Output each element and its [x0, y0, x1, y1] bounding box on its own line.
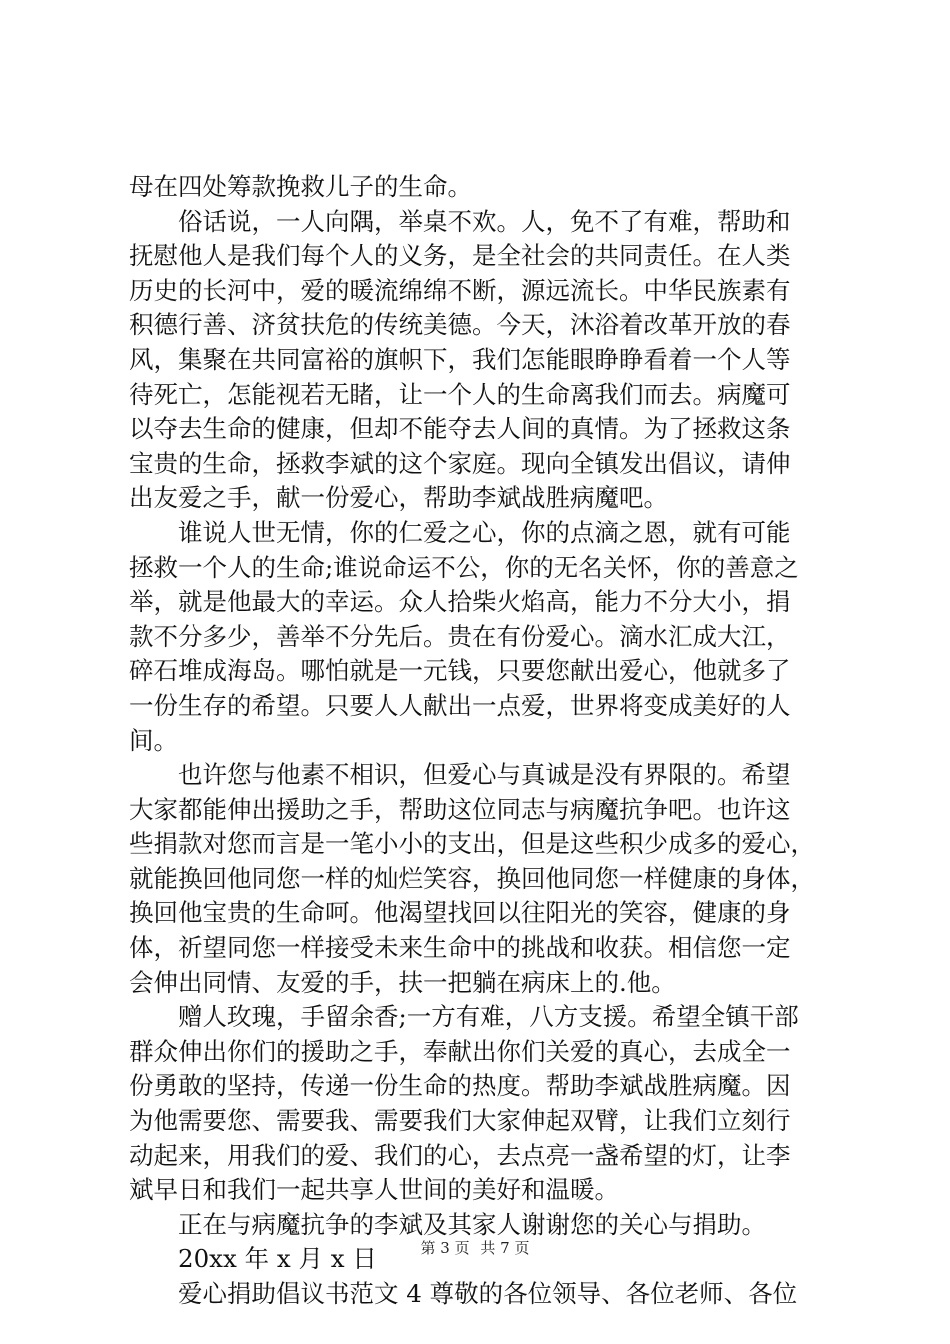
text-line: 风，集聚在共同富裕的旗帜下，我们怎能眼睁睁看着一个人等 [129, 344, 791, 374]
page-total: 共 7 页 [480, 1239, 530, 1257]
text-line: 间。 [129, 725, 178, 755]
text-line: 会伸出同情、友爱的手，扶一把躺在病床上的.他。 [129, 967, 676, 997]
text-line: 群众伸出你们的援助之手，奉献出你们关爱的真心，去成全一 [129, 1036, 791, 1066]
text-line: 就能换回他同您一样的灿烂笑容，换回他同您一样健康的身体， [129, 863, 815, 893]
page-number: 第 3 页 [420, 1239, 470, 1257]
text-line: 待死亡，怎能视若无睹，让一个人的生命离我们而去。病魔可 [129, 379, 791, 409]
document-body [129, 170, 829, 1312]
text-line: 抚慰他人是我们每个人的义务，是全社会的共同责任。在人类 [129, 241, 791, 271]
text-line: 些捐款对您而言是一笔小小的支出，但是这些积少成多的爱心， [129, 829, 815, 859]
text-line: 正在与病魔抗争的李斌及其家人谢谢您的关心与捐助。 [178, 1209, 766, 1239]
text-line: 斌早日和我们一起共享人世间的美好和温暖。 [129, 1175, 619, 1205]
text-line: 大家都能伸出援助之手，帮助这位同志与病魔抗争吧。也许这 [129, 794, 791, 824]
text-line: 碎石堆成海岛。哪怕就是一元钱，只要您献出爱心，他就多了 [129, 656, 791, 686]
text-line: 爱心捐助倡议书范文 4 尊敬的各位领导、各位老师、各位 [178, 1279, 798, 1308]
text-line: 积德行善、济贫扶危的传统美德。今天，沐浴着改革开放的春 [129, 310, 791, 340]
text-line: 赠人玫瑰，手留余香;一方有难，八方支援。希望全镇干部 [178, 1002, 799, 1032]
text-line: 母在四处筹款挽救儿子的生命。 [129, 172, 472, 201]
text-line: 份勇敢的坚持，传递一份生命的热度。帮助李斌战胜病魔。因 [129, 1071, 791, 1101]
text-line: 俗话说，一人向隅，举桌不欢。人，免不了有难，帮助和 [178, 206, 791, 236]
text-line: 出友爱之手，献一份爱心，帮助李斌战胜病魔吧。 [129, 483, 668, 513]
text-line: 动起来，用我们的爱、我们的心，去点亮一盏希望的灯，让李 [129, 1140, 791, 1170]
text-line: 历史的长河中，爱的暖流绵绵不断，源远流长。中华民族素有 [129, 275, 791, 305]
text-line: 拯救一个人的生命;谁说命运不公，你的无名关怀，你的善意之 [129, 552, 799, 582]
text-line: 以夺去生命的健康，但却不能夺去人间的真情。为了拯救这条 [129, 414, 791, 444]
text-line: 举，就是他最大的幸运。众人拾柴火焰高，能力不分大小，捐 [129, 587, 791, 617]
text-line: 款不分多少，善举不分先后。贵在有份爱心。滴水汇成大江， [129, 621, 791, 651]
text-line: 体，祈望同您一样接受未来生命中的挑战和收获。相信您一定 [129, 933, 791, 963]
text-line: 谁说人世无情，你的仁爱之心，你的点滴之恩，就有可能 [178, 517, 791, 547]
page-footer [0, 1238, 950, 1258]
text-line: 换回他宝贵的生命呵。他渴望找回以往阳光的笑容，健康的身 [129, 898, 791, 928]
text-line: 宝贵的生命，拯救李斌的这个家庭。现向全镇发出倡议，请伸 [129, 448, 791, 478]
text-line: 一份生存的希望。只要人人献出一点爱，世界将变成美好的人 [129, 690, 791, 720]
text-line: 也许您与他素不相识，但爱心与真诚是没有界限的。希望 [178, 760, 791, 790]
text-line: 为他需要您、需要我、需要我们大家伸起双臂，让我们立刻行 [129, 1106, 791, 1136]
text-line: 20xx 年 x 月 x 日 [178, 1244, 377, 1274]
